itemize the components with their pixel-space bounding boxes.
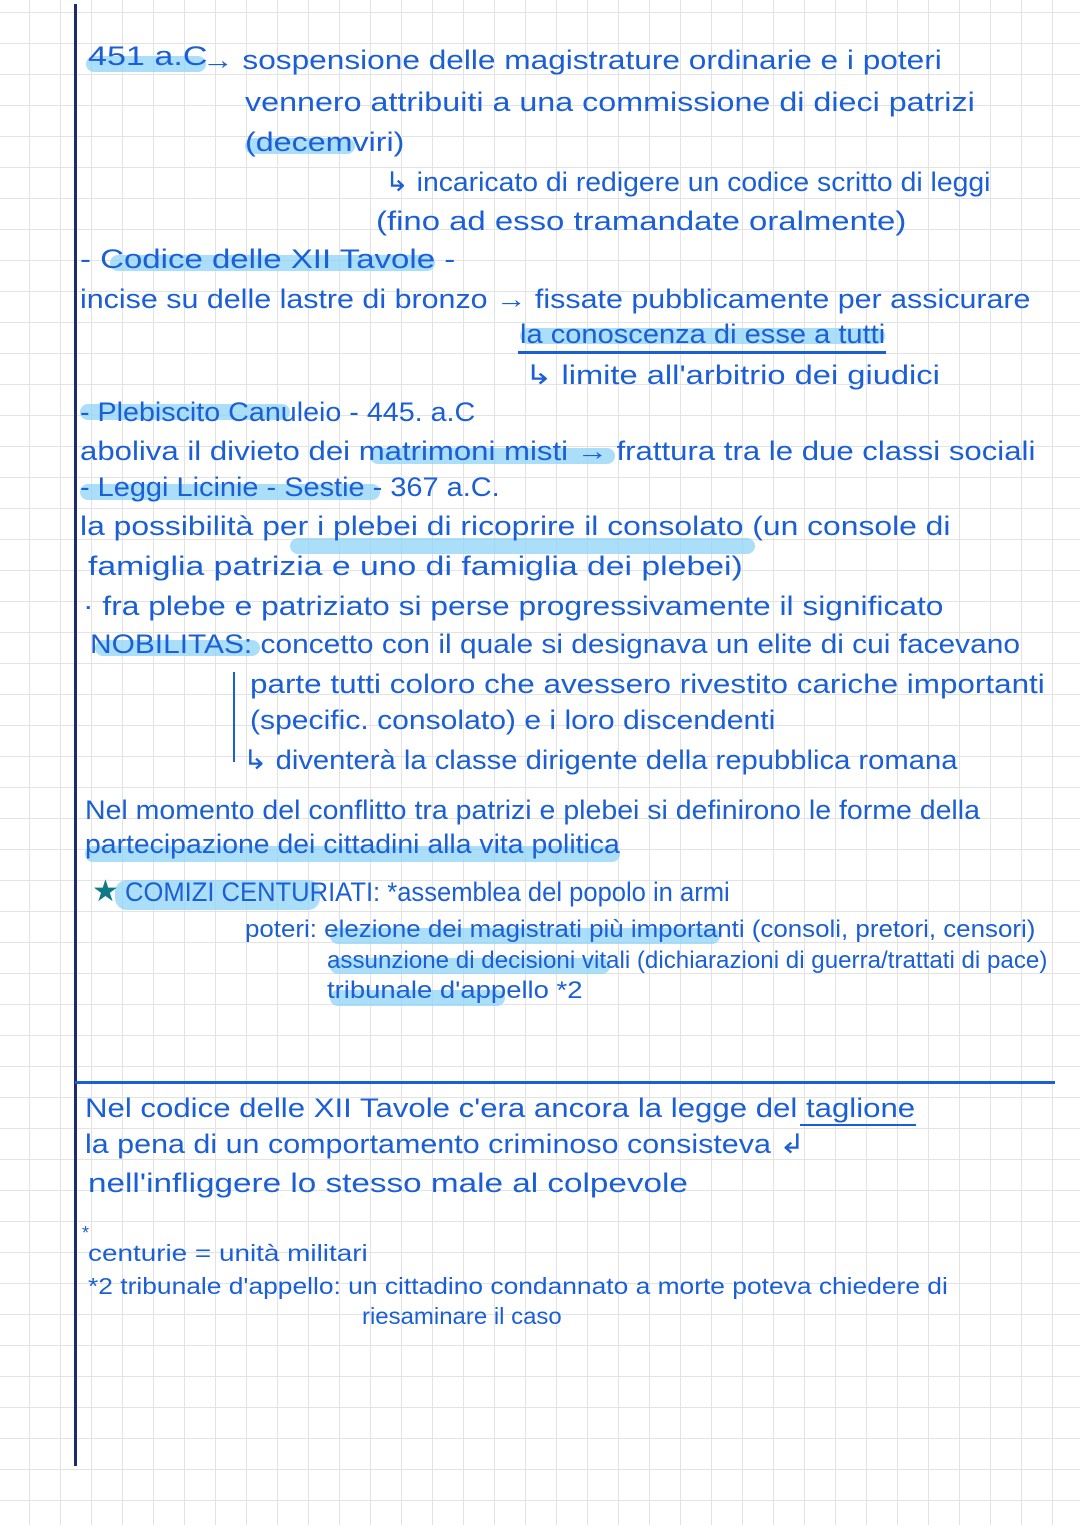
note-line: Nel momento del conflitto tra patrizi e plebei si definirono le forme della: [85, 795, 980, 825]
footnote: *2 tribunale d'appello: un cittadino condannato a morte poteva chiedere di: [88, 1273, 948, 1299]
note-line: (fino ad esso tramandate oralmente): [376, 206, 907, 236]
section-heading: - Codice delle XII Tavole -: [80, 244, 456, 274]
underline: [518, 351, 886, 354]
note-line: → sospensione delle magistrature ordinarie e i poteri: [202, 45, 942, 75]
section-divider: [75, 1081, 1055, 1084]
note-line: tribunale d'appello *2: [327, 977, 583, 1004]
note-line: vennero attribuiti a una commissione di dieci patrizi: [245, 87, 975, 117]
note-line: ↳ limite all'arbitrio dei giudici: [525, 360, 940, 390]
note-line: la conoscenza di esse a tutti: [520, 319, 886, 349]
section-heading: COMIZI CENTURIATI: *assemblea del popolo in armi: [125, 877, 730, 907]
note-line: (specific. consolato) e i loro discendenti: [250, 705, 776, 735]
footnote: centurie = unità militari: [88, 1240, 368, 1266]
footnote: riesaminare il caso: [362, 1303, 562, 1329]
note-line: incise su delle lastre di bronzo → fissate pubblicamente per assicurare: [80, 284, 1031, 314]
note-line: ↳ diventerà la classe dirigente della repubblica romana: [243, 745, 958, 775]
star-icon: ★: [92, 875, 119, 908]
note-line: nell'infliggere lo stesso male al colpevole: [88, 1168, 688, 1198]
note-line: la possibilità per i plebei di ricoprire il consolato (un console di: [80, 511, 951, 541]
note-line: parte tutti coloro che avessero rivestito cariche importanti: [250, 669, 1045, 699]
note-line: partecipazione dei cittadini alla vita politica: [85, 829, 620, 859]
note-line: assunzione di decisioni vitali (dichiarazioni di guerra/trattati di pace): [327, 947, 1048, 974]
margin-line: [74, 4, 77, 1466]
note-line: · fra plebe e patriziato si perse progressivamente il significato: [83, 591, 944, 621]
date-451: 451 a.C: [88, 41, 208, 71]
note-line: NOBILITAS: concetto con il quale si designava un elite di cui facevano: [90, 629, 1020, 659]
note-line: poteri: elezione dei magistrati più importanti (consoli, pretori, censori): [245, 916, 1036, 943]
bracket-line: [233, 672, 235, 762]
section-heading: - Plebiscito Canuleio - 445. a.C: [80, 397, 476, 427]
note-line: la pena di un comportamento criminoso consisteva ↲: [85, 1129, 805, 1159]
note-line: (decemviri): [245, 127, 405, 157]
note-line: aboliva il divieto dei matrimoni misti → frattura tra le due classi sociali: [80, 436, 1036, 466]
underline: [800, 1124, 916, 1126]
section-heading: - Leggi Licinie - Sestie - 367 a.C.: [80, 472, 500, 502]
note-line: ↳ incaricato di redigere un codice scritto di leggi: [385, 167, 991, 197]
note-line: famiglia patrizia e uno di famiglia dei plebei): [88, 551, 743, 581]
footnote-marker: *: [82, 1223, 90, 1243]
note-line: Nel codice delle XII Tavole c'era ancora la legge del taglione: [85, 1093, 916, 1123]
